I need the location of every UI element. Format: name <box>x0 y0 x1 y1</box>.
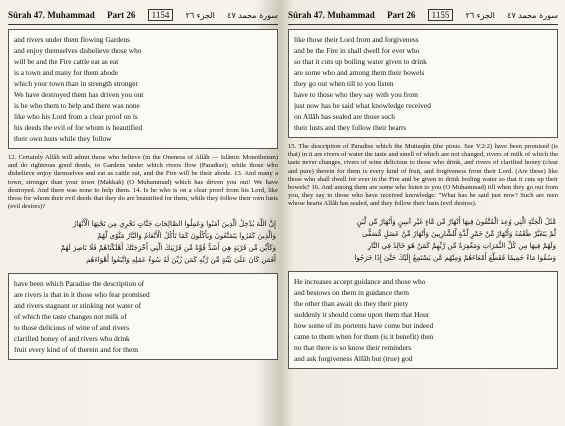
arabic-line: وَلَهُمْ فِيهَا مِن كُلِّ الثَّمَرَاتِ وَمَغْفِرَةٌ مِّن رَّبِّهِمْ كَمَنْ هُوَ خَالِدٌ فِي النَّارِ <box>367 241 556 250</box>
word-by-word-box-top <box>288 29 558 138</box>
arabic-line: وَكَأَيِّن مِّن قَرْيَةٍ هِيَ أَشَدُّ قُوَّةً مِّن قَرْيَتِكَ الَّتِي أَخْرَجَتْكَ أَهْلَكْنَاهُمْ فَلَا نَاصِرَ لَهُمْ <box>60 244 276 253</box>
right-page <box>288 8 558 422</box>
arabic-part-label: الجزء ٢٦ <box>185 10 215 20</box>
box-line: and be the Fire in shall dwell for ever who <box>294 46 420 55</box>
translation-paragraph: 15. The description of Paradise which the Muttaqûn (the pious. See V.2:2) have been promised (is that) in it are rivers of water the taste and smell of which are not changed, rivers of milk of which the taste never changes, rivers of wine delicious to those who drink, and rivers of clarified honey (clear and pure) therein for them is every kind of fruit, and forgiveness from their Lord. (Are these) like those who shall dwell for ever in the Fire and be given to drink boiling water so that it cuts up their bowels? 16. And among them are some who listen to you (O Muhammad) till when they go out from you, they say to those who have received knowledge: "What has he said just now? Such are men whose hearts Allâh has sealed, and they follow their lusts (evil desires). <box>288 143 558 208</box>
box-line: the other than await do they their piety <box>294 298 409 308</box>
arabic-line: أَفَمَن كَانَ عَلَىٰ بَيِّنَةٍ مِّن رَّبِّهِ كَمَن زُيِّنَ لَهُ سُوءُ عَمَلِهِ وَاتَّبَعُوا أَهْوَاءَهُم <box>86 256 276 265</box>
box-line: and rivers under them flowing Gardens <box>14 35 130 44</box>
word-by-word-box-bottom <box>288 271 558 369</box>
arabic-line: وَالَّذِينَ كَفَرُوا يَتَمَتَّعُونَ وَيَأْكُلُونَ كَمَا تَأْكُلُ الْأَنْعَامُ وَالنَّارُ مَثْوًى لَّهُمْ <box>97 232 276 241</box>
box-line: is he who them to help and there was none <box>14 101 140 110</box>
surah-title: Sûrah 47. Muhammad <box>8 10 95 20</box>
left-page <box>8 8 278 422</box>
box-line: which your town than in strength stronger <box>14 79 138 88</box>
box-line: like who his Lord from a clear proof on is <box>14 112 138 121</box>
box-line: like those their Lord from and forgiveness <box>294 35 419 44</box>
arabic-surah-title: سورة محمد ٤٧ <box>507 10 558 20</box>
box-line: and enjoy themselves disbelieve those who <box>14 46 142 55</box>
box-line: He increases accept guidance and those who <box>294 276 426 286</box>
box-line: on Allâh has sealed are those such <box>294 112 395 121</box>
box-line: clarified honey of and rivers who drink <box>14 334 130 344</box>
part-label: Part 26 <box>107 10 136 20</box>
box-line: and ask forgiveness Allâh but (true) god <box>294 353 413 363</box>
surah-title: Sûrah 47. Muhammad <box>288 10 375 20</box>
box-line: they go out when till to you listen <box>294 79 394 88</box>
box-line: have been which Paradise the description of <box>14 279 145 289</box>
arabic-line: وَسُقُوا مَاءً حَمِيمًا فَقَطَّعَ أَمْعَاءَهُمْ وَمِنْهُم مَّن يَسْتَمِعُ إِلَيْكَ حَتَّىٰ إِذَا خَرَجُوا <box>354 253 556 262</box>
box-line: their lusts and they follow their hearts <box>294 123 407 132</box>
page-number: 1155 <box>428 9 454 21</box>
box-line: and bestows on them in guidance them <box>294 287 409 297</box>
box-line: have to those who they say with you from <box>294 90 418 99</box>
arabic-line: إِنَّ اللَّهَ يُدْخِلُ الَّذِينَ آمَنُوا وَعَمِلُوا الصَّالِحَاتِ جَنَّاتٍ تَجْرِي مِن تَحْتِهَا الْأَنْهَارُ <box>72 220 276 229</box>
arabic-verses <box>8 215 278 269</box>
word-by-word-box-top <box>8 29 278 149</box>
arabic-line: مَّثَلُ الْجَنَّةِ الَّتِي وُعِدَ الْمُتَّقُونَ فِيهَا أَنْهَارٌ مِّن مَّاءٍ غَيْرِ آسِنٍ وَأَنْهَارٌ مِّن لَّبَنٍ <box>356 217 556 226</box>
box-line: are rivers is that in it those who fear promised <box>14 290 150 300</box>
box-line: and rivers stagnant or stinking not water of <box>14 301 142 311</box>
box-line: so that it cuts up boiling water given to drink <box>294 57 427 66</box>
box-line: just now has he said what knowledge received <box>294 101 431 110</box>
arabic-surah-title: سورة محمد ٤٧ <box>227 10 278 20</box>
box-line: no that there is so know their reminders <box>294 342 412 352</box>
box-line: of which the taste changes not milk of <box>14 312 127 322</box>
left-page-header <box>8 8 278 25</box>
box-line: suddenly it should come upon them that Hour <box>294 309 430 319</box>
box-line: We have destroyed them has driven you out <box>14 90 144 99</box>
box-line: fruit every kind of of therein and for them <box>14 345 138 355</box>
box-line: are some who and among them their bowels <box>294 68 425 77</box>
page-number: 1154 <box>148 9 174 21</box>
box-line: his deeds the evil of for whom is beautified <box>14 123 143 132</box>
translation-paragraph: 12. Certainly Allâh will admit those who believe (in the Oneness of Allâh — Islâmic Monotheism) and do righteous good deeds, to Gardens under which rivers flow (Paradise); while those who disbelieve enjoy themselves and eat as cattle eat, and the Fire will be their abode. 13. And many a town, stronger than your town (Makkah) (O Muhammad) which has driven you out! We have destroyed. And there was none to help them. 14. Is he who is on a clear proof from his Lord, like those for whom their evil deeds that they do are beautified for them, while they follow their own lusts (evil desires)? <box>8 154 278 211</box>
word-by-word-box-bottom <box>8 273 278 360</box>
arabic-line: لَّمْ يَتَغَيَّرْ طَعْمُهُ وَأَنْهَارٌ مِّنْ خَمْرٍ لَّذَّةٍ لِّلشَّارِبِينَ وَأَنْهَارٌ مِّنْ عَسَلٍ مُّصَفًّى <box>362 229 556 238</box>
box-line: their own lusts while they follow <box>14 134 112 143</box>
box-line: came to them when for them (is it benefit) then <box>294 331 434 341</box>
right-page-header <box>288 8 558 25</box>
box-line: will be and the Fire cattle eat as eat <box>14 57 119 66</box>
box-line: how some of its portents have come but indeed <box>294 320 434 330</box>
part-label: Part 26 <box>387 10 416 20</box>
box-line: to those delicious of wine of and rivers <box>14 323 130 333</box>
box-line: is a town and many for them abode <box>14 68 119 77</box>
arabic-part-label: الجزء ٢٦ <box>465 10 495 20</box>
arabic-verses <box>288 213 558 267</box>
